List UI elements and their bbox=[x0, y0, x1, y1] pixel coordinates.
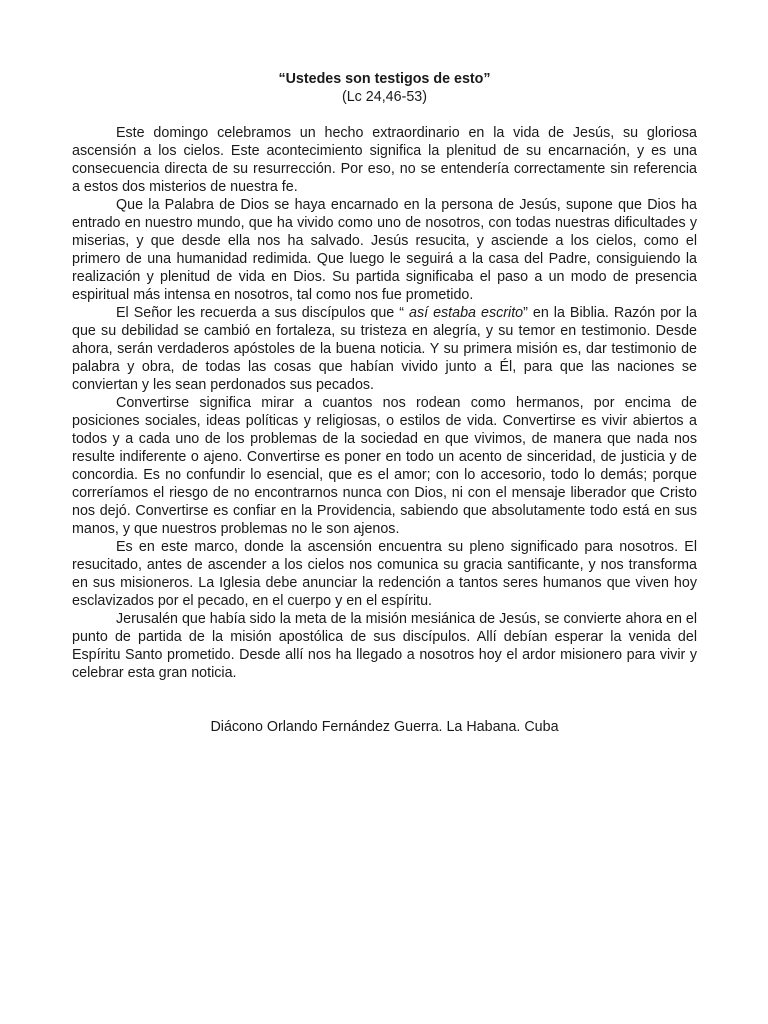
paragraph-3 bbox=[72, 304, 697, 394]
author-signature: Diácono Orlando Fernández Guerra. La Habana. Cuba bbox=[210, 719, 559, 735]
paragraph-3-quote: así estaba escrito bbox=[409, 305, 524, 321]
paragraph-6: Jerusalén que había sido la meta de la misión mesiánica de Jesús, se convierte ahora en el punto de partida de la misión apostólica de sus discípulos. Allí debían esperar la venida del Espíritu Santo prometido. Desde allí nos ha llegado a nosotros hoy el ardor misionero para vivir y celebrar esta gran noticia. bbox=[72, 611, 697, 681]
paragraph-4: Convertirse significa mirar a cuantos nos rodean como hermanos, por encima de posiciones sociales, ideas políticas y religiosas, o estilos de vida. Convertirse es vivir abiertos a todos y a cada uno de los problemas de la sociedad en que vivimos, de manera que nada nos resulte indiferente o ajeno. Convertirse es poner en todo un acento de sinceridad, de justicia y de concordia. Es no confundir lo esencial, que es el amor; con lo accesorio, todo lo demás; porque correríamos el riesgo de no encontrarnos nunca con Dios, ni con el mensaje liberador que Cristo nos dejó. Convertirse es confiar en la Providencia, sabiendo que absolutamente todo está en sus manos, y que nuestros problemas no le son ajenos. bbox=[72, 395, 697, 537]
paragraph-2: Que la Palabra de Dios se haya encarnado en la persona de Jesús, supone que Dios ha entrado en nuestro mundo, que ha vivido como uno de nosotros, con todas nuestras dificultades y miserias, y que desde ella nos ha salvado. Jesús resucita, y asciende a los cielos, como el primero de una humanidad redimida. Que luego le seguirá a la casa del Padre, consiguiendo la realización y plenitud de vida en Dios. Su partida significaba el paso a un modo de presencia espiritual más intensa en nosotros, tal como nos fue prometido. bbox=[72, 197, 697, 303]
document-title: “Ustedes son testigos de esto” bbox=[278, 71, 491, 87]
paragraph-1: Este domingo celebramos un hecho extraordinario en la vida de Jesús, su gloriosa ascensión a los cielos. Este acontecimiento significa la plenitud de su encarnación, y es una consecuencia directa de su resurrección. Por eso, no se entendería correctamente sin referencia a estos dos misterios de nuestra fe. bbox=[72, 125, 697, 195]
paragraph-3-end: ” en la Biblia. Razón por la que su debilidad se cambió en fortaleza, su tristeza en alegría, y su temor en testimonio. Desde ahora, serán verdaderos apóstoles de la buena noticia. Y su primera misión es, dar testimonio de palabra y obra, de todas las cosas que habían vivido junto a Él, para que las naciones se conviertan y les sean perdonados sus pecados. bbox=[72, 305, 697, 393]
paragraph-3-start: El Señor les recuerda a sus discípulos que “ bbox=[116, 305, 409, 321]
document-page bbox=[72, 70, 697, 736]
paragraph-5: Es en este marco, donde la ascensión encuentra su pleno significado para nosotros. El resucitado, antes de ascender a los cielos nos comunica su gracia santificante, y nos transforma en sus misioneros. La Iglesia debe anunciar la redención a tantos seres humanos que viven hoy esclavizados por el pecado, en el cuerpo y en el espíritu. bbox=[72, 539, 697, 609]
scripture-reference: (Lc 24,46-53) bbox=[341, 89, 428, 105]
